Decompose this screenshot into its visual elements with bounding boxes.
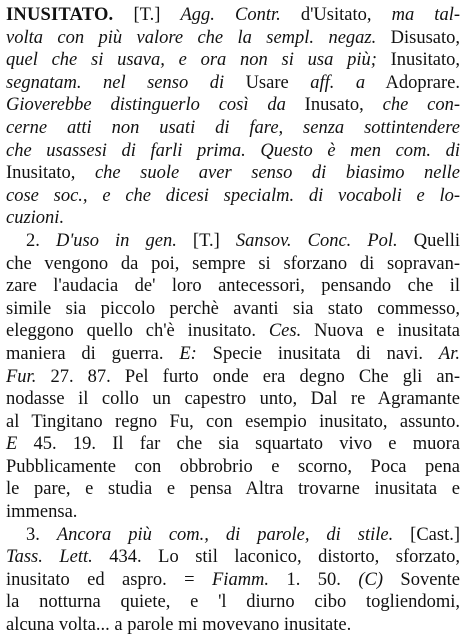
italic-text: cose soc.,	[6, 185, 88, 206]
entry-line	[6, 343, 460, 366]
text-segment: 27. 87. Pel furto onde era degno Che gli an-	[36, 366, 460, 387]
italic-text: che con-	[382, 95, 460, 116]
entry-line	[6, 230, 460, 253]
italic-text: Gioverebbe distinguerlo così da	[6, 95, 286, 116]
entry-line	[6, 433, 460, 456]
entry-line	[6, 275, 460, 298]
text-segment: [Cast.]	[393, 524, 460, 545]
text-segment: al Tingitano regno Fu, con esempio inusitato, assunto.	[6, 411, 460, 432]
italic-text: Agg. Contr.	[180, 5, 281, 25]
text-segment: Quelli	[397, 230, 461, 251]
entry-line	[6, 4, 460, 27]
entry-line	[6, 546, 460, 569]
headword: INUSITATO.	[6, 5, 114, 25]
entry-line	[6, 207, 460, 230]
entry-line	[6, 591, 460, 614]
entry-line	[6, 614, 460, 637]
entry-line	[6, 569, 460, 592]
italic-text: quel che si usava, e ora non si usa più;	[6, 50, 377, 71]
text-segment: 2.	[26, 230, 56, 251]
italic-text: che suole aver senso di biasimo nelle	[94, 163, 460, 184]
entry-line	[6, 388, 460, 411]
text-segment: 45. 19. Il far che sia squartato vivo e muora	[17, 434, 460, 455]
text-segment: [T.]	[113, 5, 181, 25]
text-segment: simile sia piccolo perchè avanti sia stato commesso,	[6, 298, 460, 319]
italic-text: a	[355, 72, 366, 93]
text-segment: che vengono da poi, sempre si sforzano di sopravan-	[6, 253, 460, 274]
text-segment: le pare, e studia e pensa Altra trovarne inusitata e	[6, 479, 460, 500]
text-segment: Inusato,	[285, 95, 383, 116]
entry-line	[6, 411, 460, 434]
italic-text: (C)	[358, 569, 383, 590]
italic-text: E	[6, 434, 18, 455]
text-segment: Nuova e inusitata	[301, 321, 461, 342]
text-segment: [T.]	[176, 230, 236, 251]
entry-line	[6, 478, 460, 501]
italic-text: nel senso di	[103, 72, 225, 93]
text-segment: 3.	[26, 524, 57, 545]
entry-line	[6, 49, 460, 72]
italic-text: cerne atti non usati di fare, senza sottintendere	[6, 117, 460, 138]
entry-line	[6, 524, 460, 547]
italic-text: Fur.	[6, 366, 37, 387]
entry-section-2	[6, 230, 460, 524]
italic-text: segnatam.	[6, 72, 82, 93]
entry-line	[6, 501, 460, 524]
text-segment: Adoprare.	[365, 72, 461, 93]
text-segment: Inusitato,	[6, 163, 95, 184]
italic-text: aff.	[310, 72, 335, 93]
dictionary-page	[6, 4, 460, 637]
italic-text: D'uso in gen.	[55, 230, 177, 251]
text-segment: eleggono quello ch'è inusitato.	[6, 321, 269, 342]
text-segment: nodasse il collo un capestro unto, Dal re Agramante	[6, 389, 460, 410]
text-segment: alcuna volta... a parole mi movevano inusitate.	[6, 615, 352, 636]
italic-text: Fiamm.	[212, 569, 270, 590]
entry-line	[6, 27, 460, 50]
text-segment: Sovente	[382, 569, 461, 590]
text-segment: Disusato,	[376, 27, 460, 48]
text-segment: immensa.	[6, 502, 78, 523]
entry-line	[6, 366, 460, 389]
entry-line	[6, 162, 460, 185]
entry-line	[6, 456, 460, 479]
italic-text: e che dicesi specialm. di vocaboli e lo-	[102, 185, 461, 206]
text-segment: 434. Lo stil laconico, distorto, sforzato,	[92, 547, 460, 568]
italic-text: Ar.	[438, 343, 460, 364]
entry-line	[6, 298, 460, 321]
italic-text: che usassesi di farli prima. Questo è men com. di	[6, 140, 460, 161]
text-segment	[334, 73, 355, 93]
italic-text: volta con più valore che la sempl. negaz.	[6, 27, 377, 48]
entry-line	[6, 72, 460, 95]
entry-section-3	[6, 524, 460, 637]
italic-text: ma tal-	[391, 5, 460, 25]
text-segment: Specie inusitata di navi.	[196, 343, 439, 364]
dictionary-entry	[6, 4, 460, 637]
entry-line	[6, 320, 460, 343]
entry-line	[6, 185, 460, 208]
text-segment: maniera di guerra.	[6, 343, 180, 364]
entry-line	[6, 140, 460, 163]
text-segment: 1. 50.	[269, 569, 359, 590]
entry-line	[6, 94, 460, 117]
text-segment: Usare	[224, 72, 311, 93]
text-segment: d'Usitato,	[280, 5, 392, 25]
text-segment: Inusitato,	[376, 50, 460, 71]
italic-text: Ces.	[268, 321, 302, 342]
italic-text: Tass. Lett.	[6, 547, 93, 568]
text-segment	[82, 73, 103, 93]
italic-text: Sansov. Conc. Pol.	[235, 230, 398, 251]
entry-line	[6, 253, 460, 276]
text-segment: inusitato ed aspro. =	[6, 569, 212, 590]
text-segment	[88, 186, 103, 206]
italic-text: Ancora più com., di parole, di stile.	[56, 524, 394, 545]
text-segment: la notturna quiete, e 'l diurno cibo togliendomi,	[6, 592, 460, 613]
italic-text: cuzioni.	[6, 208, 65, 229]
text-segment: Pubblicamente con obbrobrio e scorno, Poca pena	[6, 456, 460, 477]
entry-line	[6, 117, 460, 140]
italic-text: E:	[179, 343, 197, 364]
text-segment: zare l'audacia de' loro antecessori, pensando che il	[6, 276, 460, 297]
entry-section-1	[6, 4, 460, 230]
